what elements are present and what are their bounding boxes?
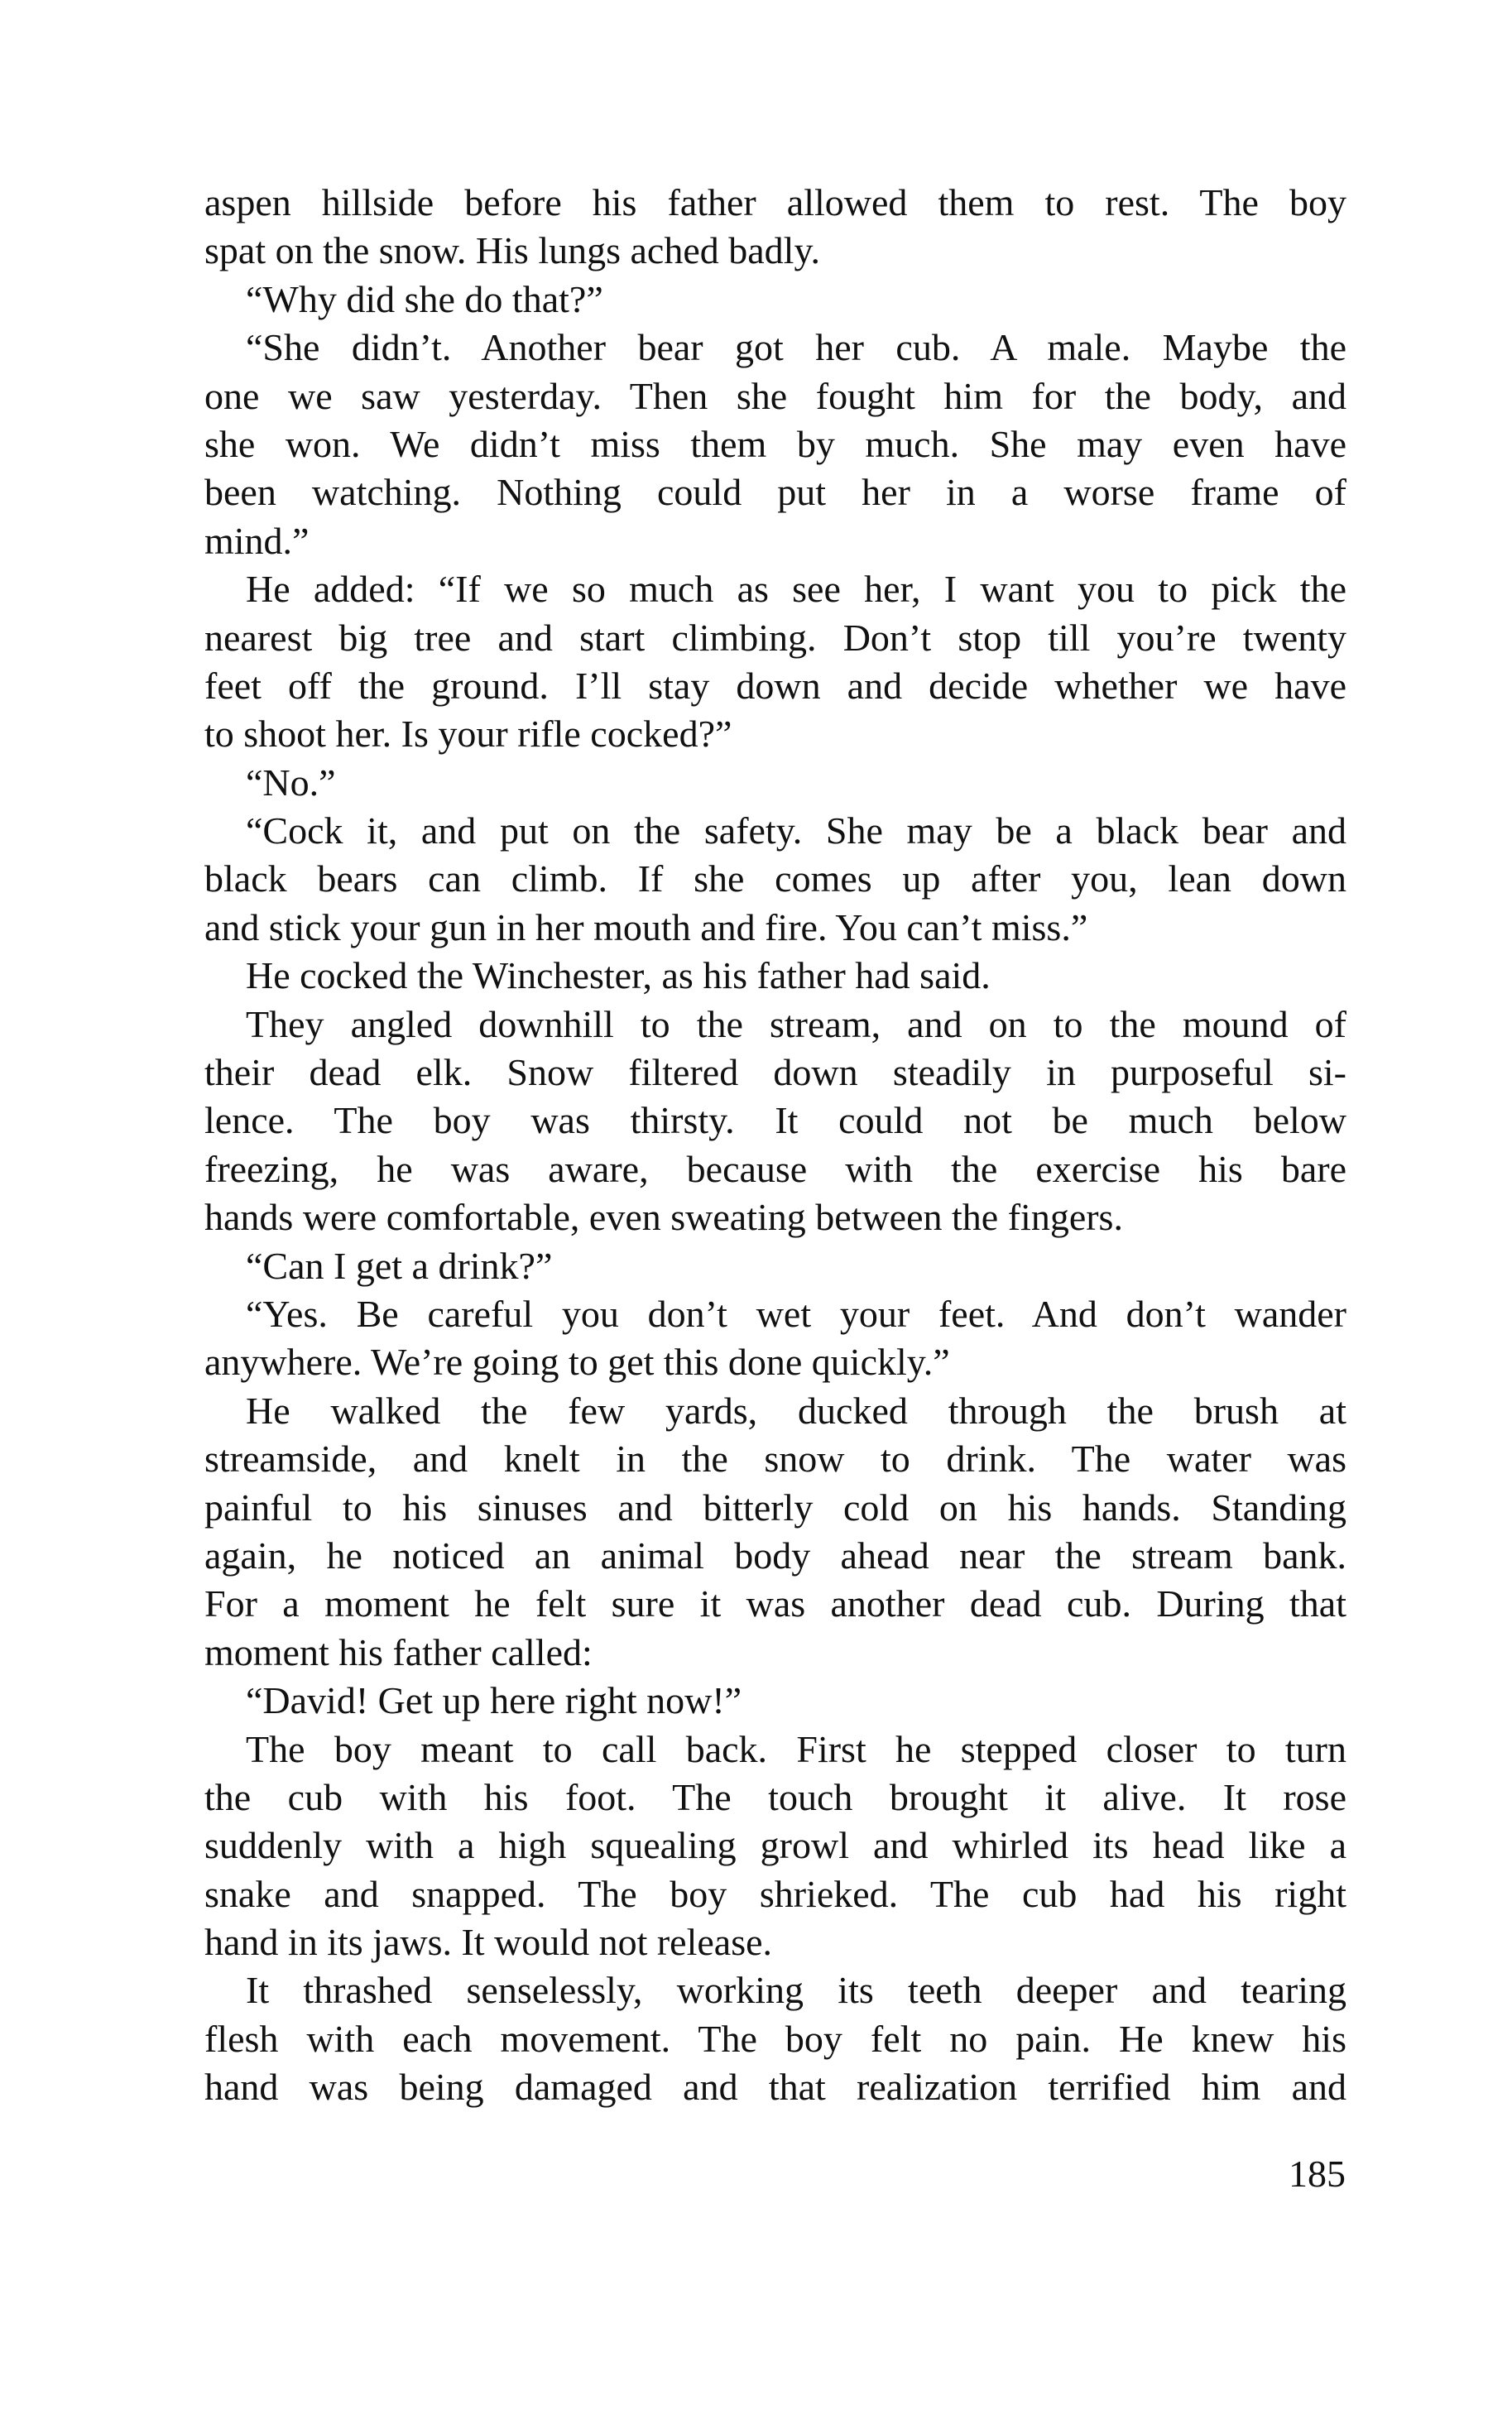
text-line: the cub with his foot. The touch brought it alive. It rose	[204, 1775, 1346, 1818]
page-number: 185	[1289, 2153, 1346, 2195]
text-line: to shoot her. Is your rifle cocked?”	[204, 713, 732, 756]
text-line: “Yes. Be careful you don’t wet your feet. And don’t wander	[246, 1292, 1346, 1335]
text-line: It thrashed senselessly, working its teeth deeper and tearing	[246, 1969, 1346, 2012]
text-line: snake and snapped. The boy shrieked. The cub had his right	[204, 1872, 1346, 1915]
text-line: mind.”	[204, 519, 310, 562]
text-line: again, he noticed an animal body ahead near the stream bank.	[204, 1534, 1346, 1577]
text-line: He walked the few yards, ducked through the brush at	[246, 1389, 1346, 1432]
text-line: “No.”	[246, 761, 336, 804]
text-line: streamside, and knelt in the snow to drink. The water was	[204, 1438, 1346, 1481]
text-line: He added: “If we so much as see her, I want you to pick the	[246, 568, 1346, 611]
text-line: painful to his sinuses and bitterly cold on his hands. Standing	[204, 1486, 1346, 1529]
text-line: “Can I get a drink?”	[246, 1244, 553, 1287]
text-line: she won. We didn’t miss them by much. She may even have	[204, 422, 1346, 465]
text-line: black bears can climb. If she comes up after you, lean down	[204, 857, 1346, 900]
text-line: their dead elk. Snow filtered down steadily in purposeful si-	[204, 1051, 1346, 1094]
text-line: moment his father called:	[204, 1630, 593, 1673]
text-line: freezing, he was aware, because with the exercise his bare	[204, 1147, 1346, 1190]
text-line: aspen hillside before his father allowed them to rest. The boy	[204, 181, 1346, 223]
body-text	[204, 179, 1346, 2112]
text-line: spat on the snow. His lungs ached badly.	[204, 229, 820, 272]
text-line: He cocked the Winchester, as his father had said.	[246, 954, 991, 997]
text-line: and stick your gun in her mouth and fire. You can’t miss.”	[204, 905, 1088, 948]
text-line: hand in its jaws. It would not release.	[204, 1921, 773, 1964]
text-line: lence. The boy was thirsty. It could not be much below	[204, 1099, 1346, 1142]
text-line: “Cock it, and put on the safety. She may be a black bear and	[246, 809, 1346, 852]
text-line: anywhere. We’re going to get this done quickly.”	[204, 1341, 950, 1384]
text-line: For a moment he felt sure it was another dead cub. During that	[204, 1582, 1346, 1625]
text-line: suddenly with a high squealing growl and whirled its head like a	[204, 1824, 1346, 1867]
text-line: The boy meant to call back. First he stepped closer to turn	[246, 1727, 1346, 1770]
text-line: flesh with each movement. The boy felt no pain. He knew his	[204, 2017, 1346, 2060]
text-line: feet off the ground. I’ll stay down and decide whether we have	[204, 664, 1346, 707]
text-line: “She didn’t. Another bear got her cub. A male. Maybe the	[246, 326, 1346, 369]
text-line: “David! Get up here right now!”	[246, 1679, 742, 1722]
text-line: been watching. Nothing could put her in a worse frame of	[204, 471, 1346, 514]
text-line: hands were comfortable, even sweating between the fingers.	[204, 1196, 1123, 1239]
text-line: They angled downhill to the stream, and on to the mound of	[246, 1002, 1346, 1045]
text-line: “Why did she do that?”	[246, 277, 603, 320]
text-line: hand was being damaged and that realization terrified him and	[204, 2066, 1346, 2109]
text-line: nearest big tree and start climbing. Don’t stop till you’re twenty	[204, 616, 1346, 659]
text-line: one we saw yesterday. Then she fought him for the body, and	[204, 374, 1346, 417]
